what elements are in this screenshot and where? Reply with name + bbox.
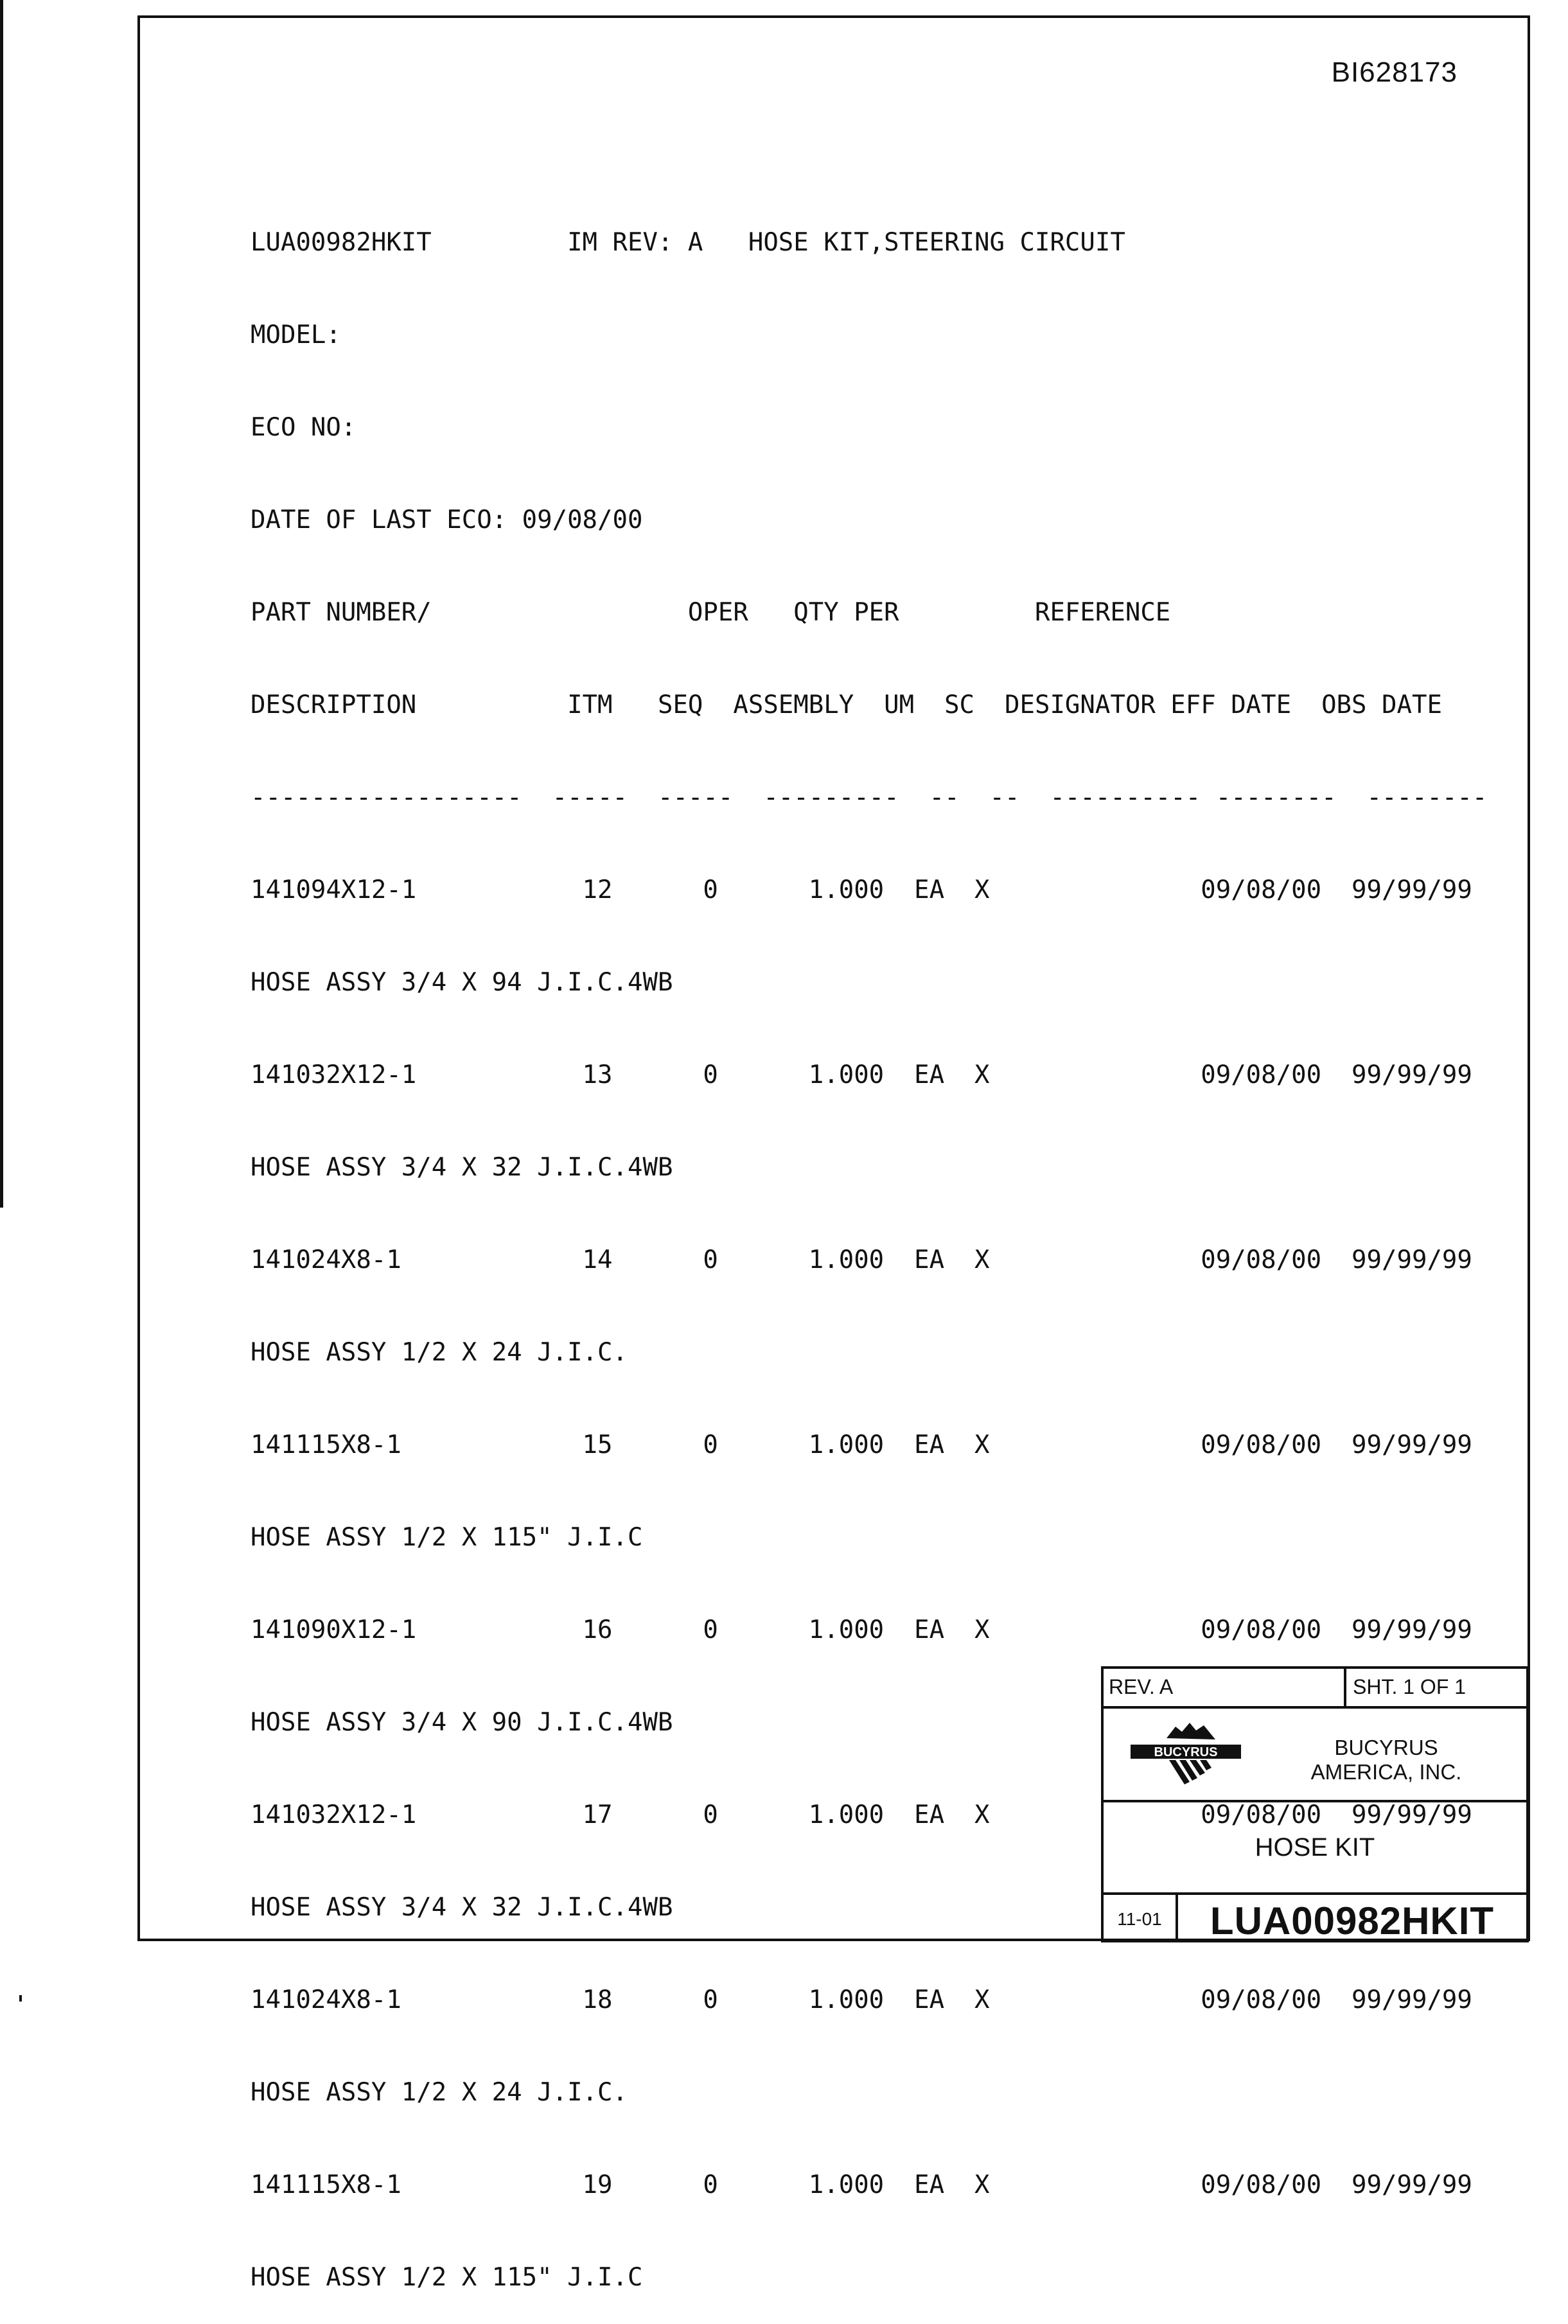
logo-wordmark: BUCYRUS [1154,1745,1218,1759]
title-block-rev-row [1104,1669,1526,1709]
column-header-line-2: DESCRIPTION ITM SEQ ASSEMBLY UM SC DESIGNATOR EFF DATE OBS DATE [251,691,1442,719]
part-description: HOSE ASSY 1/2 X 115" J.I.C [251,2263,643,2292]
company-name [1271,1736,1502,1784]
company-name-line-2: AMERICA, INC. [1310,1760,1462,1784]
part-row: 141032X12-1 13 0 1.000 EA X 09/08/00 99/99/99 [251,1061,1472,1089]
company-name-line-1: BUCYRUS [1334,1736,1438,1759]
part-row: 141024X8-1 18 0 1.000 EA X 09/08/00 99/99/99 [251,1985,1472,2014]
part-row: 141032X12-1 17 0 1.000 EA X 09/08/00 99/99/99 [251,1800,1472,1829]
part-description: HOSE ASSY 1/2 X 115" J.I.C [251,1523,643,1552]
report-last-eco-line: DATE OF LAST ECO: 09/08/00 [251,506,643,534]
title-block [1101,1666,1529,1942]
part-description: HOSE ASSY 3/4 X 32 J.I.C.4WB [251,1893,673,1922]
drawing-title: HOSE KIT [1255,1833,1375,1862]
title-block-title-row [1104,1802,1526,1895]
part-description: HOSE ASSY 3/4 X 94 J.I.C.4WB [251,968,673,997]
title-block-company-row [1104,1709,1526,1802]
scan-edge-bar [0,0,3,1208]
part-description: HOSE ASSY 1/2 X 24 J.I.C. [251,1338,628,1367]
date-code: 11-01 [1104,1895,1178,1942]
revision-label: REV. A [1109,1675,1174,1698]
scan-speck [19,1995,22,2002]
part-description: HOSE ASSY 3/4 X 32 J.I.C.4WB [251,1153,673,1182]
bill-of-materials-report [251,166,1487,2324]
part-row: 141115X8-1 15 0 1.000 EA X 09/08/00 99/99/99 [251,1430,1472,1459]
part-description: HOSE ASSY 1/2 X 24 J.I.C. [251,2078,628,2107]
part-row: 141094X12-1 12 0 1.000 EA X 09/08/00 99/99/99 [251,876,1472,904]
part-row: 141090X12-1 16 0 1.000 EA X 09/08/00 99/99/99 [251,1615,1472,1644]
title-block-number-row [1104,1895,1526,1942]
document-id: BI628173 [1331,57,1458,88]
column-header-line-1: PART NUMBER/ OPER QTY PER REFERENCE [251,598,1171,627]
part-row: 141024X8-1 14 0 1.000 EA X 09/08/00 99/99/99 [251,1246,1472,1274]
sheet-label: SHT. 1 OF 1 [1344,1669,1526,1706]
report-header-line: LUA00982HKIT IM REV: A HOSE KIT,STEERING CIRCUIT [251,228,1125,257]
bucyrus-logo-icon [1129,1720,1242,1791]
part-row: 141115X8-1 19 0 1.000 EA X 09/08/00 99/99/99 [251,2170,1472,2199]
drawing-number: LUA00982HKIT [1210,1899,1495,1942]
column-separator-line: ------------------ ----- ----- --------- -- -- ---------- -------- -------- [251,783,1488,812]
report-model-line: MODEL: [251,321,341,349]
part-description: HOSE ASSY 3/4 X 90 J.I.C.4WB [251,1708,673,1737]
report-eco-line: ECO NO: [251,413,357,442]
